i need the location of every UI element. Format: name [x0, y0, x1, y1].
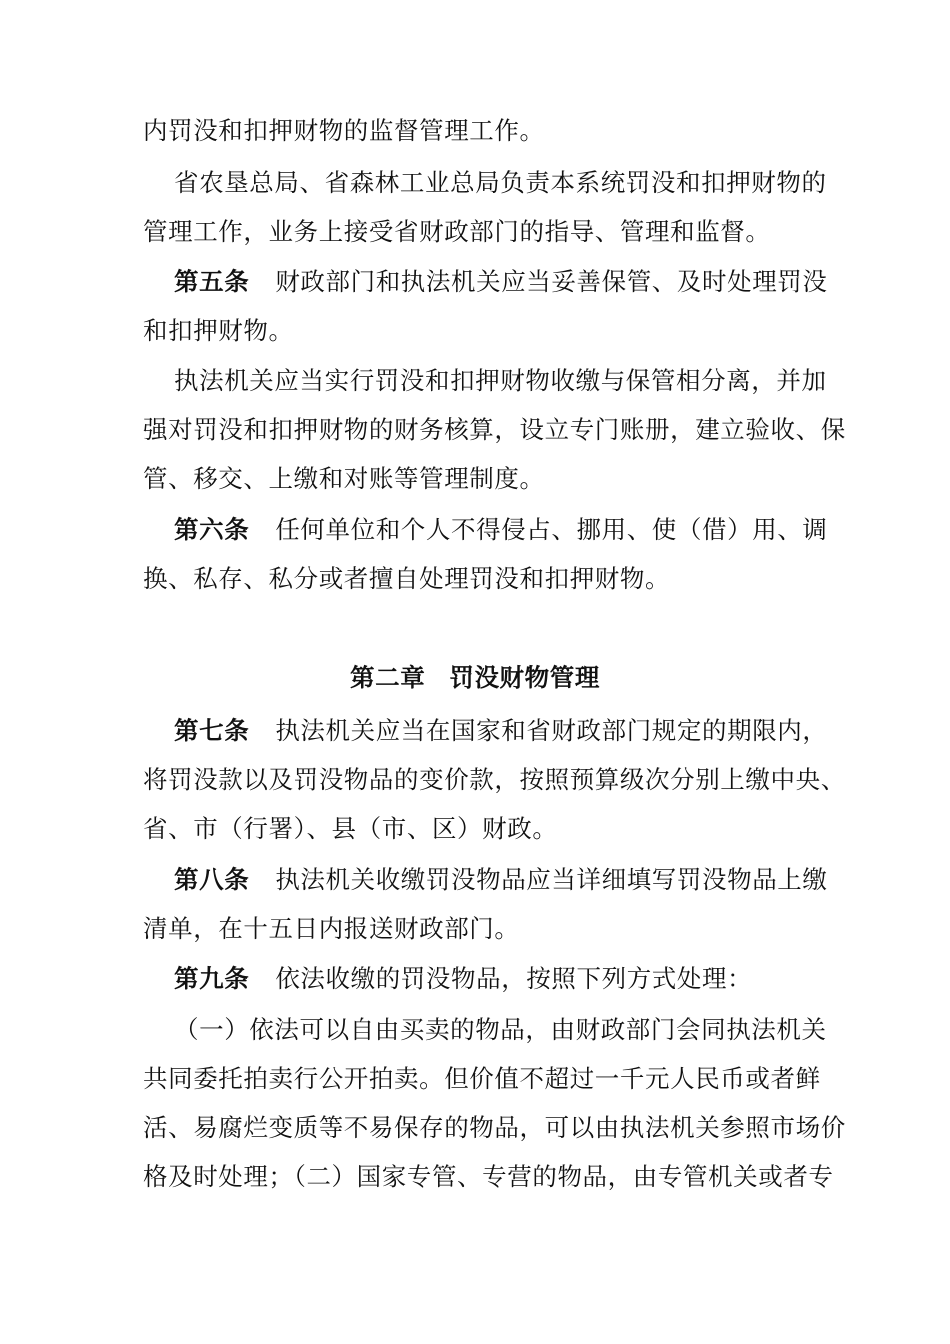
text-line: 执法机关应当实行罚没和扣押财物收缴与保管相分离，并加 [174, 366, 827, 395]
text-line [143, 855, 828, 904]
paragraph-disposal-methods [143, 1005, 846, 1201]
text-line: 省农垦总局、省森林工业总局负责本系统罚没和扣押财物的 [174, 168, 827, 197]
text-line: 管、移交、上缴和对账等管理制度。 [143, 464, 545, 493]
text-line [143, 257, 828, 306]
chapter-heading [0, 653, 950, 702]
text-line: 省、市（行署）、县（市、区）财政。 [143, 814, 558, 843]
article-label: 第九条 [174, 964, 250, 993]
article-label: 第八条 [174, 865, 250, 894]
text-line: 清单，在十五日内报送财政部门。 [143, 914, 520, 943]
text-line: 管理工作，业务上接受省财政部门的指导、管理和监督。 [143, 217, 771, 246]
article-label: 第五条 [174, 267, 250, 296]
article-text: 任何单位和个人不得侵占、挪用、使（借）用、调 [275, 515, 828, 544]
article-text: 执法机关收缴罚没物品应当详细填写罚没物品上缴 [275, 865, 828, 894]
text-line: 换、私存、私分或者擅自处理罚没和扣押财物。 [143, 564, 671, 593]
article-8 [143, 855, 828, 953]
text-line: （一）依法可以自由买卖的物品，由财政部门会同执法机关 [174, 1015, 827, 1044]
text-line: 内罚没和扣押财物的监督管理工作。 [143, 116, 545, 145]
paragraph-reclamation-forestry [143, 158, 827, 256]
text-line: 将罚没款以及罚没物品的变价款，按照预算级次分别上缴中央、 [143, 765, 846, 794]
article-7 [143, 706, 846, 853]
text-line: 和扣押财物。 [143, 316, 294, 345]
text-line [143, 954, 818, 1003]
paragraph-continuation [143, 106, 818, 155]
text-line: 共同委托拍卖行公开拍卖。但价值不超过一千元人民币或者鲜 [143, 1064, 821, 1093]
article-5 [143, 257, 828, 355]
text-line: 活、易腐烂变质等不易保存的物品，可以由执法机关参照市场价 [143, 1113, 846, 1142]
chapter-title: 罚没财物管理 [449, 663, 600, 692]
article-6 [143, 505, 828, 603]
article-text: 财政部门和执法机关应当妥善保管、及时处理罚没 [275, 267, 828, 296]
article-text: 依法收缴的罚没物品，按照下列方式处理： [275, 964, 753, 993]
text-line: 强对罚没和扣押财物的财务核算，设立专门账册，建立验收、保 [143, 415, 846, 444]
chapter-number: 第二章 [350, 663, 426, 692]
article-text: 执法机关应当在国家和省财政部门规定的期限内， [275, 716, 828, 745]
text-line [143, 706, 828, 755]
text-line [143, 505, 828, 554]
article-label: 第七条 [174, 716, 250, 745]
article-9 [143, 954, 818, 1003]
paragraph-separation [143, 356, 846, 503]
text-line: 格及时处理；（二）国家专管、专营的物品，由专管机关或者专 [143, 1162, 834, 1191]
article-label: 第六条 [174, 515, 250, 544]
